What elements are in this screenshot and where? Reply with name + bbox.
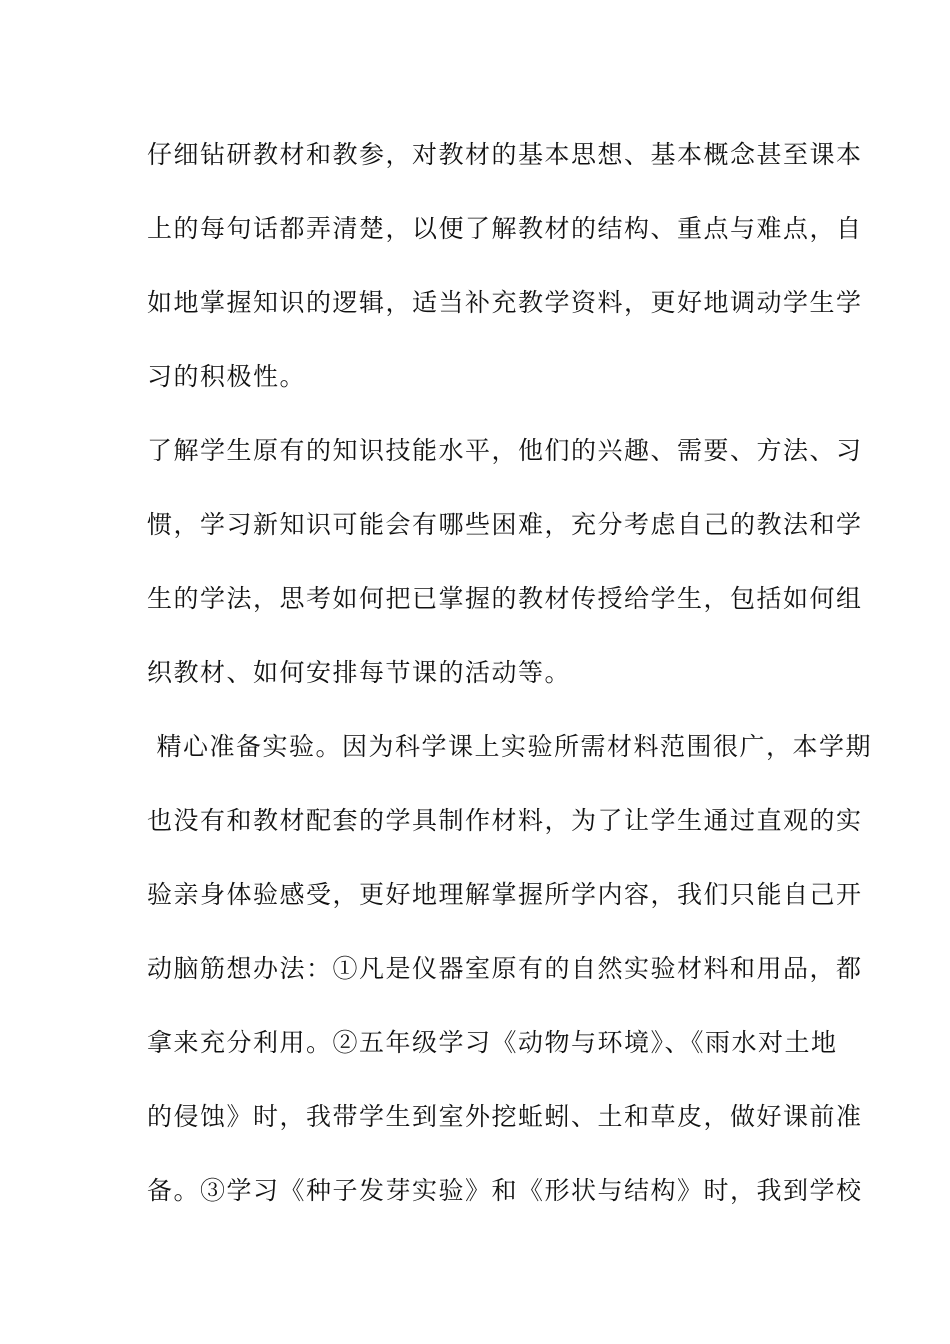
paragraph-1-line-3: 如地掌握知识的逻辑，适当补充教学资料，更好地调动学生学 — [147, 288, 863, 317]
paragraph-3-line-2: 也没有和教材配套的学具制作材料，为了让学生通过直观的实 — [147, 806, 863, 835]
paragraph-3-line-3: 验亲身体验感受，更好地理解掌握所学内容，我们只能自己开 — [147, 880, 863, 909]
paragraph-1-line-4: 习的积极性。 — [147, 362, 307, 391]
paragraph-2-line-3: 生的学法，思考如何把已掌握的教材传授给学生，包括如何组 — [147, 584, 863, 613]
paragraph-3-line-4: 动脑筋想办法：①凡是仪器室原有的自然实验材料和用品，都 — [147, 954, 863, 983]
paragraph-3-line-7: 备。③学习《种子发芽实验》和《形状与结构》时，我到学校 — [147, 1176, 863, 1205]
paragraph-3-line-6: 的侵蚀》时，我带学生到室外挖蚯蚓、土和草皮，做好课前准 — [147, 1102, 863, 1131]
paragraph-1-line-2: 上的每句话都弄清楚，以便了解教材的结构、重点与难点，自 — [147, 214, 863, 243]
paragraph-3-line-5: 拿来充分利用。②五年级学习《动物与环境》、《雨水对土地 — [147, 1028, 838, 1057]
paragraph-2-line-2: 惯，学习新知识可能会有哪些困难，充分考虑自己的教法和学 — [147, 510, 863, 539]
paragraph-1-line-1: 仔细钻研教材和教参，对教材的基本思想、基本概念甚至课本 — [147, 140, 863, 169]
paragraph-2-line-4: 织教材、如何安排每节课的活动等。 — [147, 658, 572, 687]
paragraph-2-line-1: 了解学生原有的知识技能水平，他们的兴趣、需要、方法、习 — [147, 436, 863, 465]
paragraph-3-line-1: 精心准备实验。因为科学课上实验所需材料范围很广，本学期 — [147, 732, 872, 761]
